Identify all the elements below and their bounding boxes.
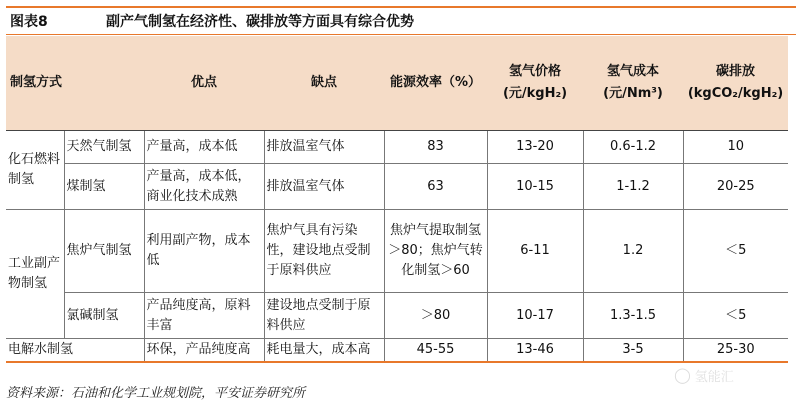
row-method: 氯碱制氢 bbox=[64, 293, 144, 339]
header-pros: 优点 bbox=[144, 36, 264, 131]
row-efficiency: 焦炉气提取制氢＞80；焦炉气转化制氢＞60 bbox=[384, 210, 487, 293]
row-method: 焦炉气制氢 bbox=[64, 210, 144, 293]
row-carbon: ＜5 bbox=[683, 210, 788, 293]
figure-label: 图表8 bbox=[10, 14, 48, 30]
header-carbon-line2: (kgCO₂/kgH₂) bbox=[687, 86, 784, 101]
row-method: 煤制氢 bbox=[64, 164, 144, 210]
row-cost: 1.2 bbox=[583, 210, 683, 293]
row-carbon: ＜5 bbox=[683, 293, 788, 339]
row-price: 13-46 bbox=[487, 339, 583, 363]
row-pros: 利用副产物，成本低 bbox=[144, 210, 264, 293]
row-carbon: 20-25 bbox=[683, 164, 788, 210]
table-header-row bbox=[6, 36, 788, 131]
row-carbon: 25-30 bbox=[683, 339, 788, 363]
row-pros: 产量高，成本低 bbox=[144, 131, 264, 164]
row-efficiency: 63 bbox=[384, 164, 487, 210]
row-cons: 建设地点受制于原料供应 bbox=[264, 293, 384, 339]
watermark bbox=[674, 364, 792, 386]
header-cost-line2: (元/Nm³) bbox=[603, 86, 663, 101]
row-carbon: 10 bbox=[683, 131, 788, 164]
header-efficiency: 能源效率（%） bbox=[384, 36, 487, 131]
watermark-text: 氢能汇 bbox=[694, 369, 734, 385]
figure-title-bar bbox=[6, 6, 796, 35]
row-cost: 1.3-1.5 bbox=[583, 293, 683, 339]
row-efficiency: 45-55 bbox=[384, 339, 487, 363]
row-pros: 产品纯度高，原料丰富 bbox=[144, 293, 264, 339]
source-note: 资料来源：石油和化学工业规划院，平安证券研究所 bbox=[6, 386, 306, 401]
wechat-icon: ◯ bbox=[674, 366, 691, 384]
header-carbon bbox=[683, 36, 788, 131]
figure-title: 副产气制氢在经济性、碳排放等方面具有综合优势 bbox=[106, 14, 414, 30]
row-pros: 产量高，成本低，商业化技术成熟 bbox=[144, 164, 264, 210]
header-price-line2: (元/kgH₂) bbox=[502, 86, 568, 101]
row-cons: 排放温室气体 bbox=[264, 131, 384, 164]
row-method: 天然气制氢 bbox=[64, 131, 144, 164]
row-price: 10-17 bbox=[487, 293, 583, 339]
row-efficiency: ＞80 bbox=[384, 293, 487, 339]
header-carbon-line1: 碳排放 bbox=[716, 64, 756, 79]
header-cost bbox=[583, 36, 683, 131]
table-row bbox=[6, 210, 788, 293]
table-row bbox=[6, 339, 788, 363]
group-fossil: 化石燃料制氢 bbox=[6, 131, 64, 210]
header-price bbox=[487, 36, 583, 131]
header-method: 制氢方式 bbox=[6, 36, 144, 131]
row-cost: 1-1.2 bbox=[583, 164, 683, 210]
header-price-line1: 氢气价格 bbox=[509, 64, 562, 79]
row-cost: 3-5 bbox=[583, 339, 683, 363]
header-cons: 缺点 bbox=[264, 36, 384, 131]
row-cons: 耗电量大，成本高 bbox=[264, 339, 384, 363]
row-cost: 0.6-1.2 bbox=[583, 131, 683, 164]
row-price: 10-15 bbox=[487, 164, 583, 210]
row-efficiency: 83 bbox=[384, 131, 487, 164]
table-row bbox=[6, 293, 788, 339]
table-row bbox=[6, 131, 788, 164]
row-price: 13-20 bbox=[487, 131, 583, 164]
group-electrolysis: 电解水制氢 bbox=[6, 339, 144, 363]
row-cons: 焦炉气具有污染性，建设地点受制于原料供应 bbox=[264, 210, 384, 293]
hydrogen-comparison-table bbox=[6, 36, 788, 363]
group-industrial: 工业副产物制氢 bbox=[6, 210, 64, 339]
row-price: 6-11 bbox=[487, 210, 583, 293]
header-cost-line1: 氢气成本 bbox=[607, 64, 660, 79]
row-cons: 排放温室气体 bbox=[264, 164, 384, 210]
row-pros: 环保，产品纯度高 bbox=[144, 339, 264, 363]
table-row bbox=[6, 164, 788, 210]
